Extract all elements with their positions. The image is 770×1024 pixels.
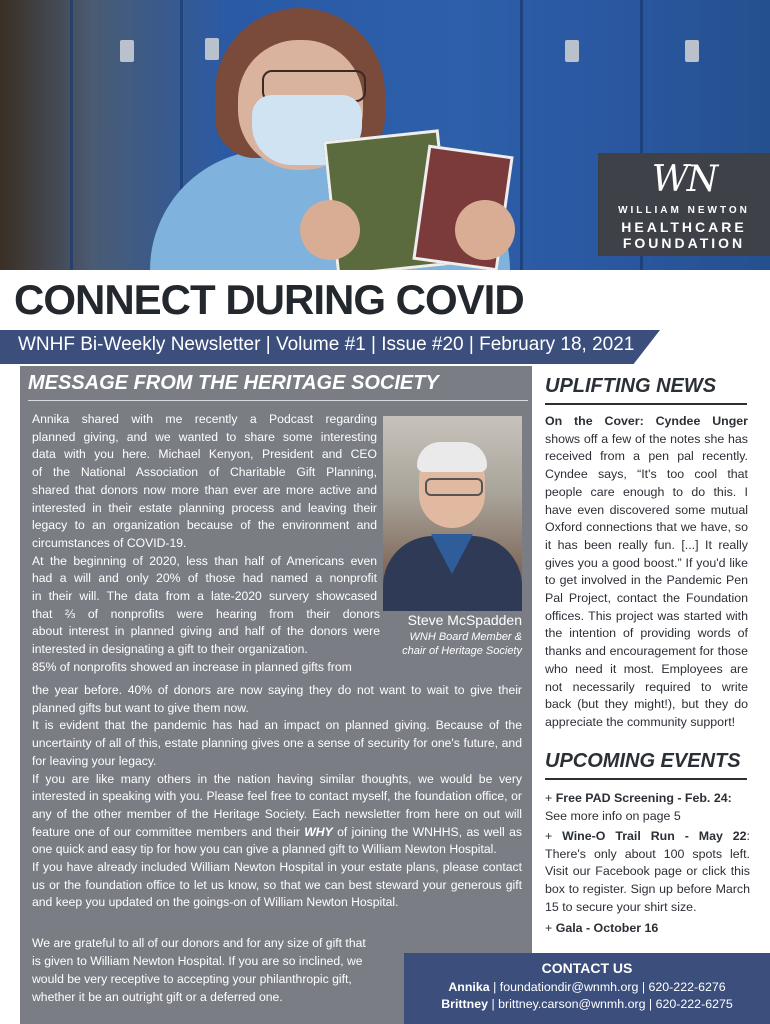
uplifting-news-header: UPLIFTING NEWS: [545, 375, 717, 397]
heritage-closing-line: We are grateful to all of our donors and for any size of gift that: [32, 936, 366, 950]
event-title: Gala - October 16: [555, 921, 659, 935]
heritage-intro-line: At the beginning of 2020, less than half of Americans even: [32, 553, 377, 568]
hand: [300, 200, 360, 260]
newsletter-title: CONNECT DURING COVID: [14, 276, 524, 323]
contact-name: Brittney: [441, 997, 489, 1011]
heritage-intro-line: Annika shared with me recently a Podcast regarding: [32, 412, 377, 426]
event-title: Free PAD Screening - Feb. 24:: [555, 791, 732, 805]
contact-email[interactable]: foundationdir@wnmh.org: [499, 980, 639, 994]
news-text: shows off a few of the notes she has received from a pen pal recently. Cyndee says, “It's too cool that people care enough to do this. I have even discovered some mutual Oxford connections that we have, so it has been really fun. [...] It really gives you a good boost.” If you'd like to get involved in the Pandemic Pen Pal Project, contact the Foundation offices. This project was started with the intention of providing words of thanks and encouragement for those who need it most. Employees are not necessarily required to write back (but they might!), but they do appreciate the community support!: [545, 431, 748, 729]
heritage-intro-line: that ⅔ of nonprofits were hearing from their donors: [32, 606, 380, 621]
contact-line: Annika | foundationdir@wnmh.org | 620-222-6276: [448, 980, 726, 994]
event-item[interactable]: + Gala - October 16: [545, 921, 659, 935]
news-lead: On the Cover: Cyndee Unger: [545, 414, 748, 428]
locker-handle: [565, 40, 579, 62]
caption-role-line-2: chair of Heritage Society: [402, 645, 522, 657]
issue-line: WNHF Bi-Weekly Newsletter | Volume #1 | Issue #20 | February 18, 2021: [18, 334, 635, 355]
event-title: Wine-O Trail Run - May 22: [562, 829, 747, 843]
heritage-intro-line: planned giving, and we wanted to share some interesting: [32, 429, 377, 444]
logo-line-1: WILLIAM NEWTON: [618, 205, 750, 216]
heritage-intro-line: data with you here. Michael Kenyon, President and CEO: [32, 447, 377, 462]
contact-email[interactable]: brittney.carson@wnmh.org: [498, 997, 646, 1011]
upcoming-events-header: UPCOMING EVENTS: [545, 750, 741, 772]
event-item[interactable]: + Wine-O Trail Run - May 22: There's only about 100 spots left. Visit our Facebook page or click this box to register. Sign up before March 15 to secure your shirt size.: [545, 829, 750, 914]
divider: [545, 778, 747, 780]
locker-handle: [205, 38, 219, 60]
divider: [28, 400, 528, 401]
event-text: See more info on page 5: [545, 808, 681, 823]
contact-title: CONTACT US: [541, 960, 633, 976]
heritage-intro-line: interested in designating a gift to their organization.: [32, 642, 308, 657]
portrait-glasses: [425, 478, 483, 496]
caption-role: [383, 630, 522, 658]
heritage-intro-line: circumstances of COVID-19.: [32, 535, 187, 550]
heritage-intro-line: about interest in planned giving and half of the donors were: [32, 624, 380, 639]
heritage-closing-line: is given to William Newton Hospital. If you are so inclined, we: [32, 954, 363, 968]
caption-role-line-1: WNH Board Member &: [409, 631, 522, 643]
steve-mcspadden-photo: [383, 416, 522, 611]
logo-mark: WN: [651, 159, 717, 200]
hand: [455, 200, 515, 260]
logo-line-3: FOUNDATION: [622, 235, 746, 251]
contact-phone[interactable]: 620-222-6275: [655, 997, 733, 1011]
contact-name: Annika: [448, 980, 490, 994]
heritage-intro-line: legacy to an organization because of the environment and: [32, 518, 377, 533]
event-item[interactable]: + Free PAD Screening - Feb. 24: See more info on page 5: [545, 791, 732, 823]
heritage-intro-line: interested in their estate planning process and leaving their: [32, 500, 377, 515]
heritage-body-text-end: of joining the WNHHS, as well as one quick and easy tip for how you can give a planned gift to William Newton Hospital. If you have already included William Newton Hospital in your estate plans, please contact us or the foundation office to let us know, so that we can best steward your generous gift and keep you updated on the goings-on of William Newton Hospital.: [32, 824, 522, 910]
contact-phone[interactable]: 620-222-6276: [648, 980, 726, 994]
heritage-closing-line: whether it be an outright gift or a deferred one.: [32, 990, 283, 1004]
caption-name: Steve McSpadden: [407, 612, 522, 628]
divider: [545, 403, 747, 405]
event-text: : There's only about 100 spots left. Visit our Facebook page or click this box to register. Sign up before March 15 to secure your shirt size.: [545, 829, 750, 914]
logo-line-2: HEALTHCARE: [621, 219, 747, 235]
contact-line: Brittney | brittney.carson@wnmh.org | 620-222-6275: [441, 997, 733, 1011]
heritage-header: MESSAGE FROM THE HERITAGE SOCIETY: [28, 372, 439, 394]
portrait-hair: [417, 442, 487, 472]
foundation-logo: [598, 153, 770, 256]
uplifting-news-body: [545, 413, 748, 732]
locker-handle: [120, 40, 134, 62]
heritage-body-text: the year before. 40% of donors are now saying they do not want to wait to give their planned gifts but want to give them now. It is evident that the pandemic has had an impact on planned giving. Because of the uncertainty of all of this, estate planning gives one a sense of security for one's future, and for leaving your legacy. If you are like many others in the nation having similar thoughts, we would be very interested in speaking with you. Please feel free to contact myself, the foundation office, or any of the other member of the Heritage Society. Each newsletter from here on out will feature one of our committee members and their: [32, 683, 522, 839]
locker-divider: [70, 0, 73, 280]
heritage-intro-line: in their will. The data from a late-2020 survery showcased: [32, 589, 377, 603]
why-emphasis: WHY: [304, 824, 333, 839]
heritage-intro-line: of the National Association of Charitable Gift Planning,: [32, 465, 377, 480]
locker-divider: [520, 0, 523, 280]
heritage-intro-line: shared that donors now more than ever are more active and: [32, 482, 377, 497]
locker-handle: [685, 40, 699, 62]
heritage-body: [32, 682, 522, 912]
heritage-intro-line: 85% of nonprofits showed an increase in planned gifts from: [32, 659, 352, 674]
heritage-intro-line: had a will and only 20% of those had named a nonprofit: [32, 571, 377, 586]
heritage-closing-line: would be very receptive to accepting your philanthropic gift,: [32, 972, 352, 986]
